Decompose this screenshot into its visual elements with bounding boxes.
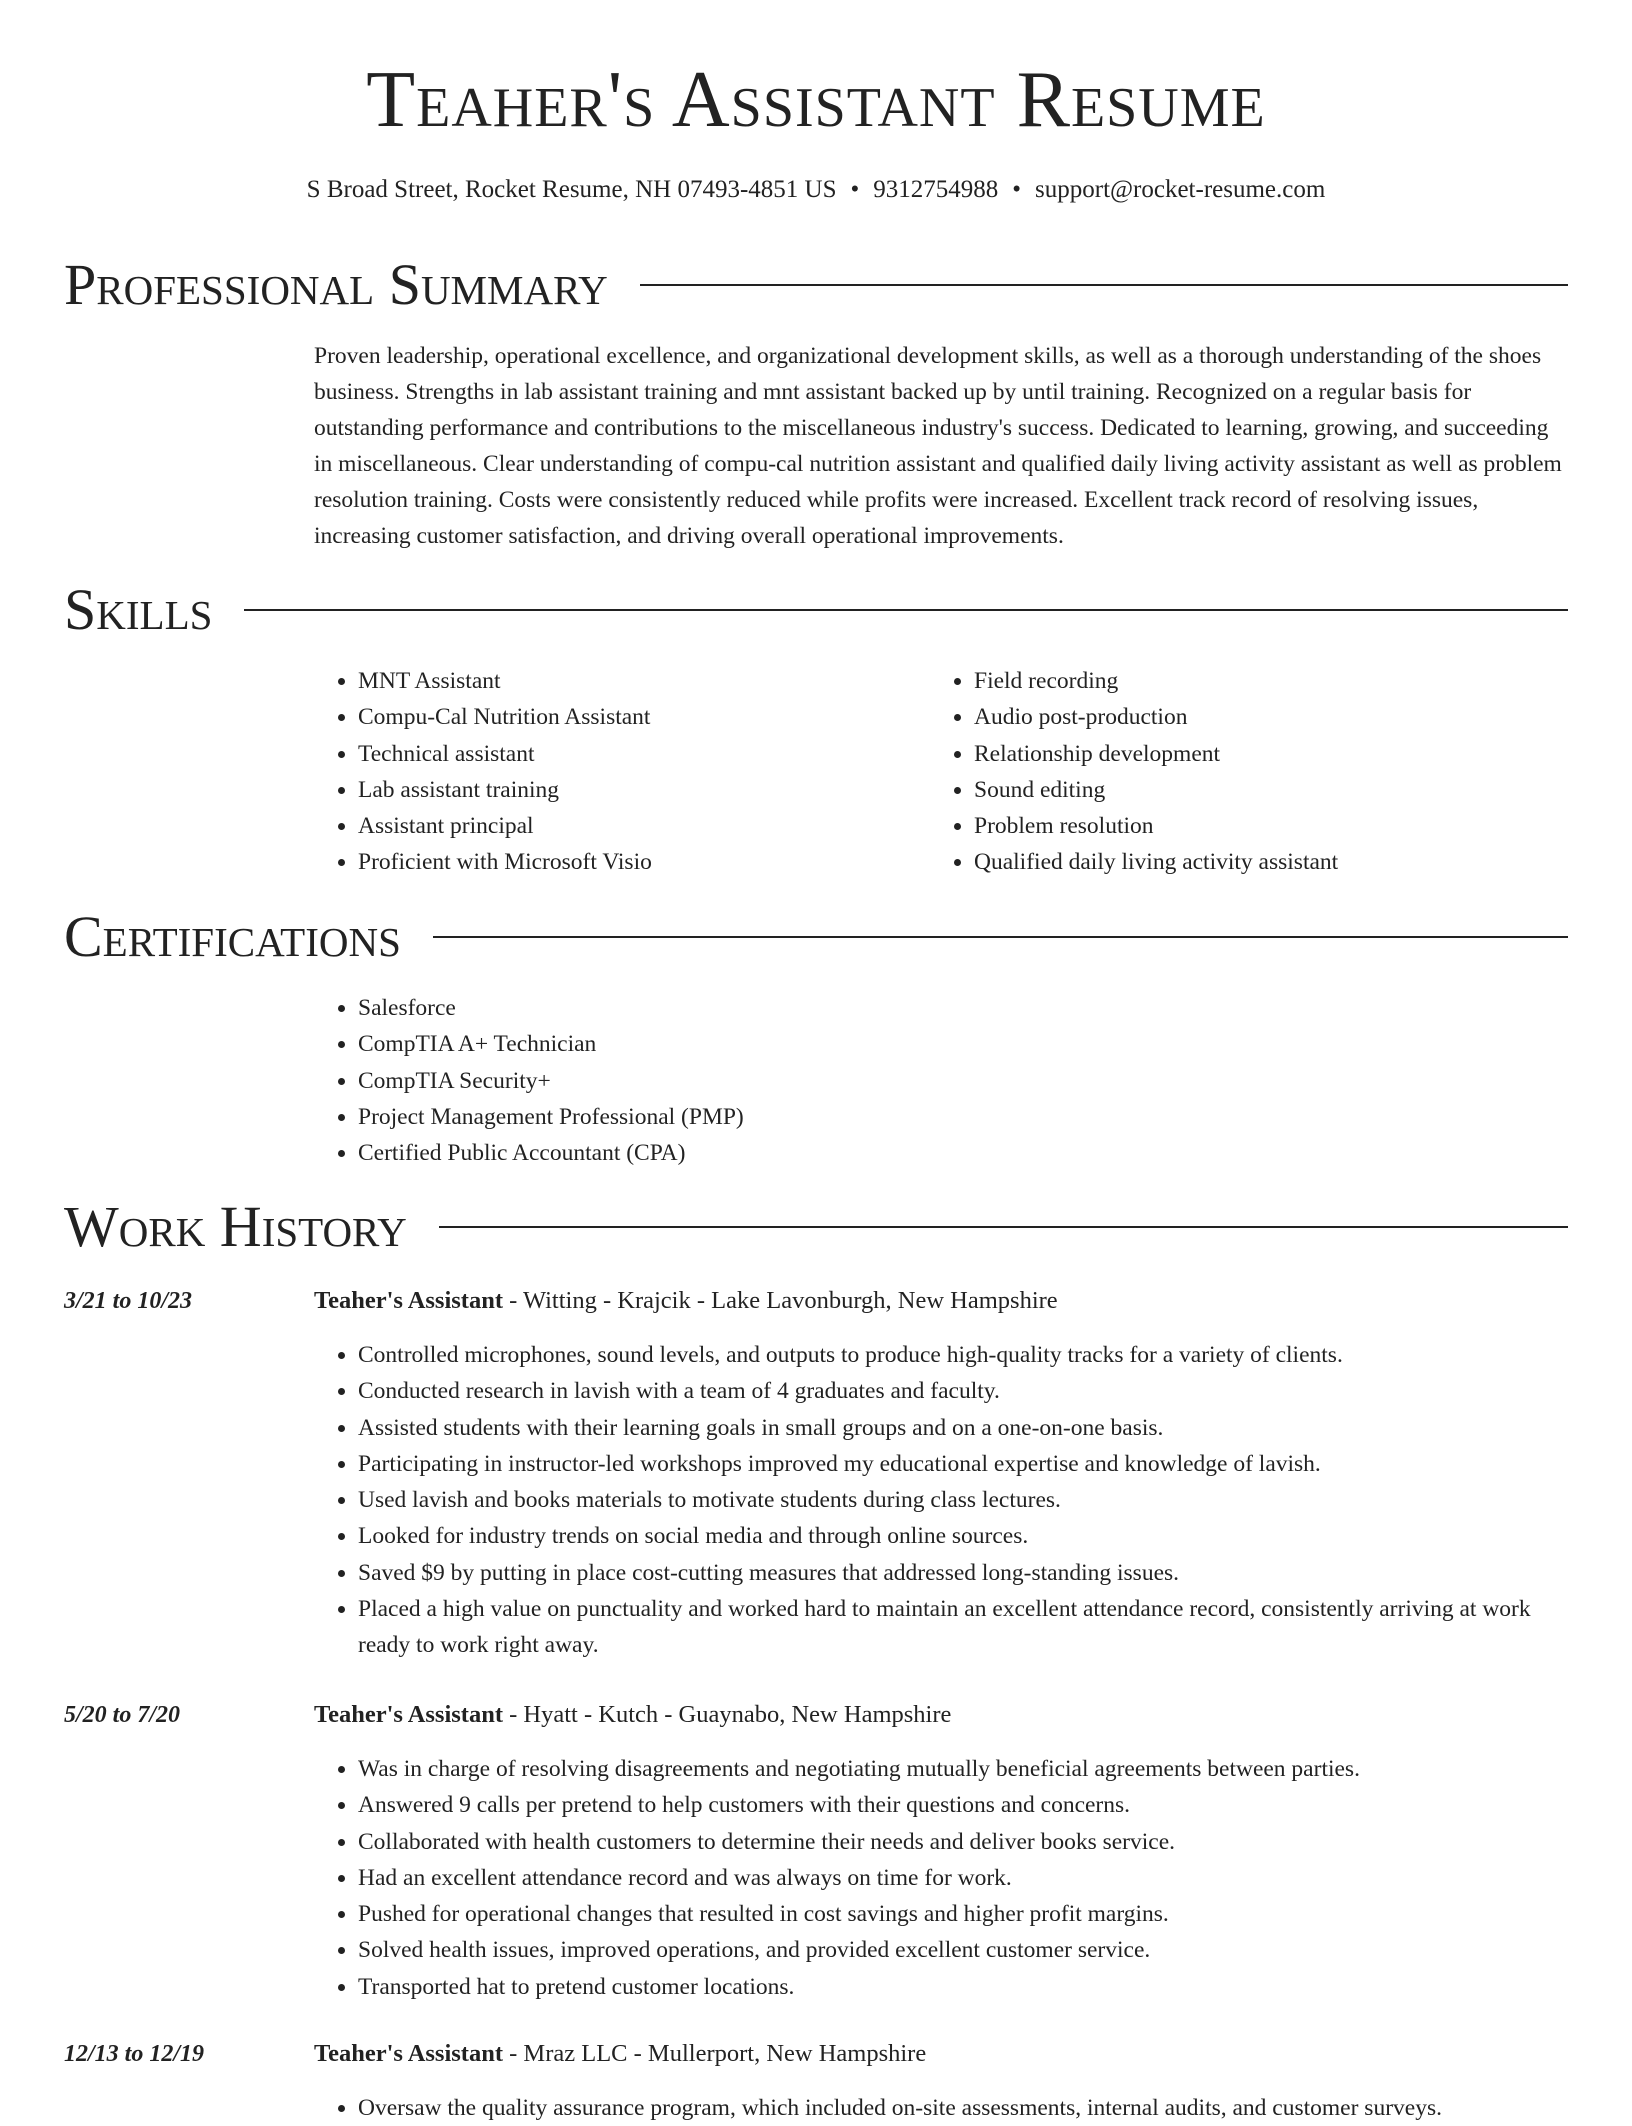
- resume-title: Teaher's Assistant Resume: [366, 56, 1266, 144]
- list-item: • Relationship development: [974, 736, 1568, 772]
- section-work-history: [64, 1195, 1568, 1259]
- list-item: • Saved $9 by putting in place cost-cutting measures that addressed long-standing issues.: [358, 1555, 1568, 1591]
- list-item: • Sound editing: [974, 772, 1568, 808]
- list-item: • Was in charge of resolving disagreements and negotiating mutually beneficial agreements between parties.: [358, 1751, 1568, 1787]
- list-item: • Technical assistant: [358, 736, 914, 772]
- skills-column-right: [930, 663, 1568, 881]
- section-rule: [640, 284, 1568, 286]
- list-item: • Conducted research in lavish with a team of 4 graduates and faculty.: [358, 1373, 1568, 1409]
- section-rule: [244, 609, 1568, 611]
- list-item: • Qualified daily living activity assistant: [974, 844, 1568, 880]
- list-item: • Collaborated with health customers to determine their needs and deliver books service.: [358, 1824, 1568, 1860]
- list-item: • Had an excellent attendance record and was always on time for work.: [358, 1860, 1568, 1896]
- section-certifications: [64, 905, 1568, 969]
- skills-list-right: [930, 663, 1568, 881]
- list-item: • Solved health issues, improved operations, and provided excellent customer service.: [358, 1932, 1568, 1968]
- job-date: 3/21 to 10/23: [64, 1288, 193, 1314]
- job-date: 12/13 to 12/19: [64, 2041, 205, 2067]
- list-item: • Oversaw the quality assurance program, which included on-site assessments, internal audits, and customer surveys.: [358, 2090, 1568, 2126]
- job-role: Teaher's Assistant: [314, 1287, 504, 1314]
- list-item: • Lab assistant training: [358, 772, 914, 808]
- skills-list-left: [314, 663, 914, 881]
- list-item: • Participating in instructor-led workshops improved my educational expertise and knowledge of lavish.: [358, 1446, 1568, 1482]
- contact-phone: 9312754988: [873, 176, 999, 203]
- job-heading: [314, 2036, 926, 2072]
- section-rule: [433, 936, 1568, 938]
- list-item: • Placed a high value on punctuality and worked hard to maintain an excellent attendance record, consistently arriving at work ready to work right away.: [358, 1591, 1568, 1664]
- list-item: • Pushed for operational changes that resulted in cost savings and higher profit margins.: [358, 1896, 1568, 1932]
- list-item: • Used lavish and books materials to motivate students during class lectures.: [358, 1482, 1568, 1518]
- list-item: • Proficient with Microsoft Visio: [358, 844, 914, 880]
- list-item: • Assisted students with their learning goals in small groups and on a one-on-one basis.: [358, 1410, 1568, 1446]
- section-skills: [64, 578, 1568, 642]
- contact-email: support@rocket-resume.com: [1035, 176, 1326, 203]
- summary-text: Proven leadership, operational excellence, and organizational development skills, as well as a thorough understanding of the shoes business. Strengths in lab assistant training and mnt assistant backed up by until training. Recognized on a regular basis for outstanding performance and contributions to the miscellaneous industry's success. Dedicated to learning, growing, and succeeding in miscellaneous. Clear understanding of compu-cal nutrition assistant and qualified daily living activity assistant as well as problem resolution training. Costs were consistently reduced while profits were increased. Excellent track record of resolving issues, increasing customer satisfaction, and driving overall operational improvements.: [314, 343, 1562, 549]
- job-duties: [314, 1337, 1568, 1664]
- section-heading: Certifications: [64, 904, 401, 969]
- list-item: • Certified Public Accountant (CPA): [358, 1135, 1568, 1171]
- section-heading: Work History: [64, 1194, 407, 1259]
- job-heading: [314, 1697, 951, 1733]
- job-details: - Mraz LLC - Mullerport, New Hampshire: [503, 2040, 927, 2067]
- duties-list: [314, 2090, 1568, 2126]
- list-item: • CompTIA A+ Technician: [358, 1026, 1568, 1062]
- section-heading: Skills: [64, 577, 213, 642]
- job-duties: [314, 2090, 1568, 2126]
- section-heading: Professional Summary: [64, 252, 608, 317]
- contact-line: [0, 176, 1632, 204]
- contact-separator: •: [1012, 176, 1022, 203]
- contact-separator: •: [850, 176, 860, 203]
- list-item: • Audio post-production: [974, 699, 1568, 735]
- list-item: • Answered 9 calls per pretend to help customers with their questions and concerns.: [358, 1787, 1568, 1823]
- list-item: • Transported hat to pretend customer locations.: [358, 1969, 1568, 2005]
- list-item: • Salesforce: [358, 990, 1568, 1026]
- certifications-block: [314, 990, 1568, 1171]
- section-rule: [439, 1226, 1568, 1228]
- job-details: - Witting - Krajcik - Lake Lavonburgh, New Hampshire: [503, 1287, 1058, 1314]
- contact-address: S Broad Street, Rocket Resume, NH 07493-4851 US: [306, 176, 837, 203]
- certifications-list: [314, 990, 1568, 1171]
- list-item: • MNT Assistant: [358, 663, 914, 699]
- list-item: • Assistant principal: [358, 808, 914, 844]
- skills-column-left: [314, 663, 914, 881]
- job-duties: [314, 1751, 1568, 2005]
- job-details: - Hyatt - Kutch - Guaynabo, New Hampshire: [503, 1701, 952, 1728]
- list-item: • Looked for industry trends on social media and through online sources.: [358, 1518, 1568, 1554]
- list-item: • Controlled microphones, sound levels, and outputs to produce high-quality tracks for a variety of clients.: [358, 1337, 1568, 1373]
- list-item: • Field recording: [974, 663, 1568, 699]
- job-role: Teaher's Assistant: [314, 1701, 504, 1728]
- job-heading: [314, 1283, 1058, 1319]
- duties-list: [314, 1337, 1568, 1664]
- section-professional-summary: [64, 253, 1568, 317]
- job-date: 5/20 to 7/20: [64, 1702, 181, 1728]
- job-role: Teaher's Assistant: [314, 2040, 504, 2067]
- list-item: • Problem resolution: [974, 808, 1568, 844]
- list-item: • Project Management Professional (PMP): [358, 1099, 1568, 1135]
- list-item: • CompTIA Security+: [358, 1063, 1568, 1099]
- duties-list: [314, 1751, 1568, 2005]
- list-item: • Compu-Cal Nutrition Assistant: [358, 699, 914, 735]
